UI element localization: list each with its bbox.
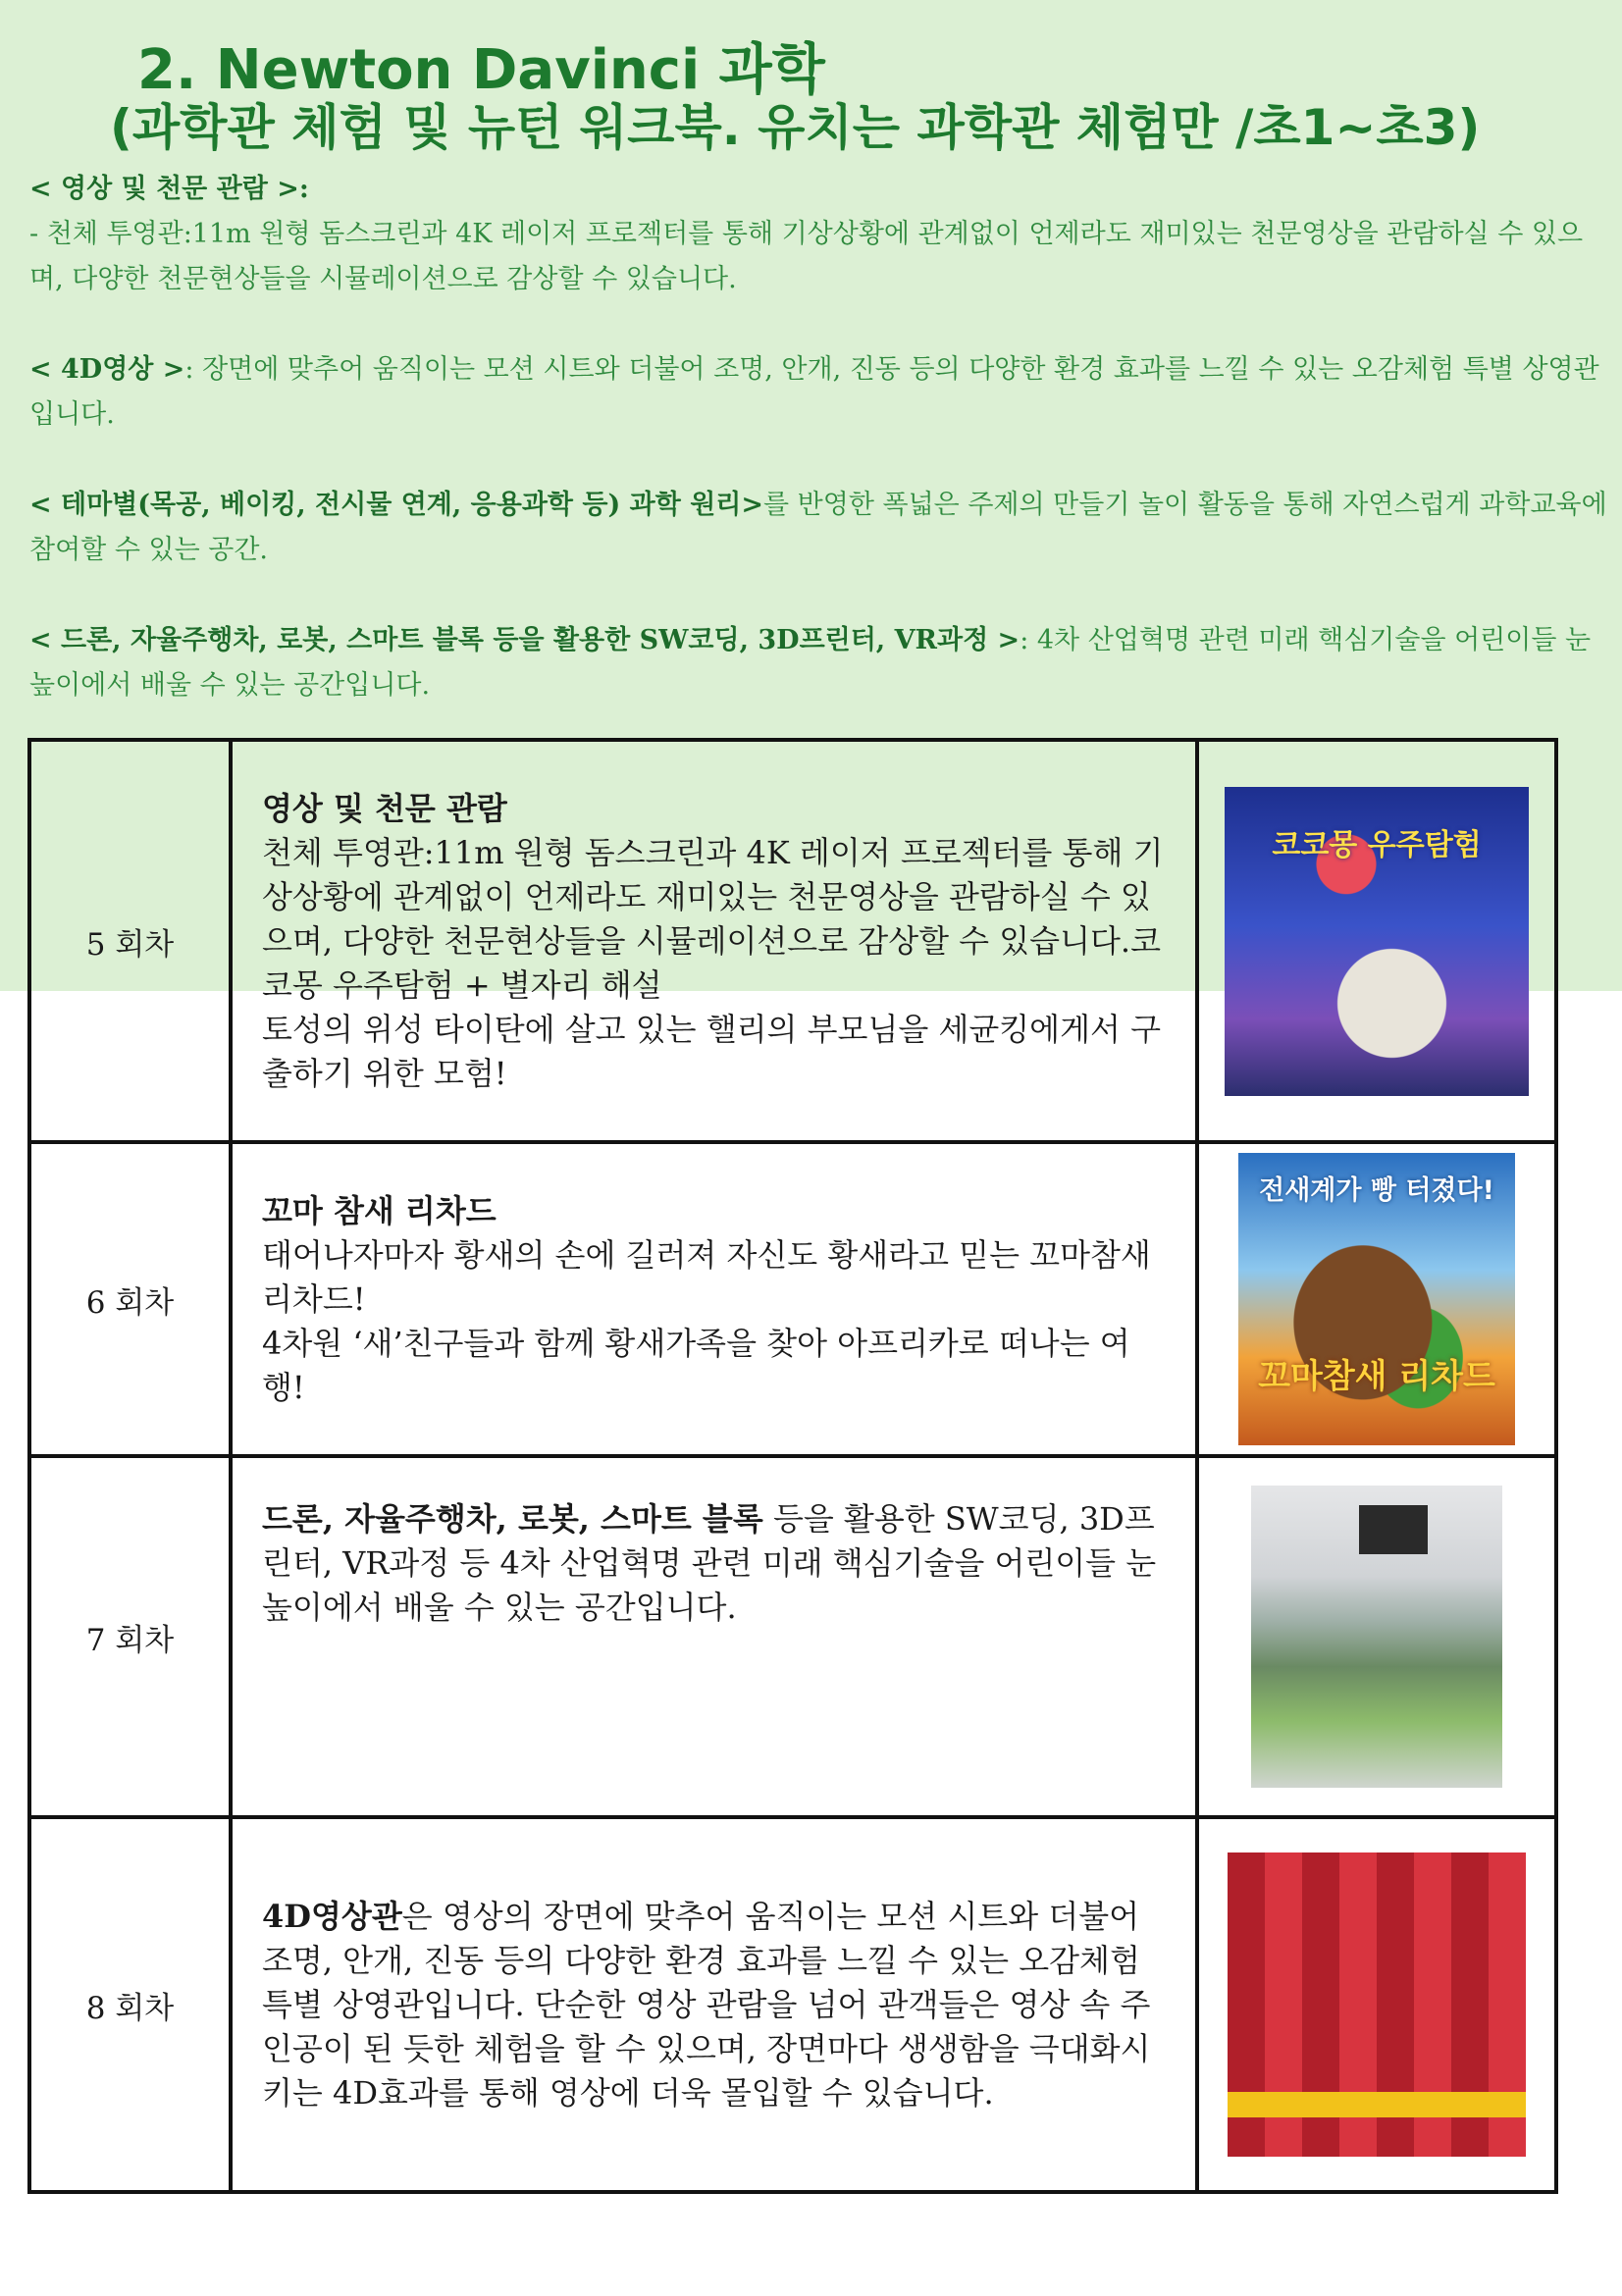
title-line-2: (과학관 체험 및 뉴턴 워크북. 유치는 과학관 체험만 /초1~초3) <box>110 99 1481 156</box>
description-cell <box>231 1456 1197 1817</box>
title-line-1: 2. Newton Davinci 과학 <box>137 38 825 102</box>
poster-tagline: 전새계가 빵 터졌다! <box>1259 1175 1494 1206</box>
poster-title: 코코몽 우주탐험 <box>1272 827 1482 862</box>
image-cell <box>1197 740 1556 1142</box>
session-description <box>262 1895 1166 2115</box>
session-description: 천체 투영관:11m 원형 돔스크린과 4K 레이저 프로젝터를 통해 기상상황에 관계없이 언제라도 재미있는 천문영상을 관람하실 수 있으며, 다양한 천문현상들을 시뮬레이션으로 감상할 수 있습니다.코코몽 우주탐험 + 별자리 해설 <box>262 833 1164 1004</box>
richard-poster-image <box>1238 1153 1515 1445</box>
intro-section <box>29 167 1609 708</box>
image-cell <box>1197 1142 1556 1456</box>
table-row <box>29 740 1556 1142</box>
image-cell <box>1197 1817 1556 2192</box>
4d-theater-photo <box>1228 1852 1526 2157</box>
intro-text-theme: 를 반영한 폭넓은 주제의 만들기 놀이 활동을 통해 자연스럽게 과학교육에 참여할 수 있는 공간. <box>29 490 1607 565</box>
schedule-table <box>27 738 1558 2194</box>
session-heading: 꼬마 참새 리차드 <box>262 1191 497 1229</box>
intro-text-4d: : 장면에 맞추어 움직이는 모션 시트와 더불어 조명, 안개, 진동 등의 다양한 환경 효과를 느낄 수 있는 오감체험 특별 상영관입니다. <box>29 354 1599 430</box>
intro-text-coding: : 4차 산업혁명 관련 미래 핵심기술을 어린이들 눈높이에서 배울 수 있는 공간입니다. <box>29 625 1592 701</box>
session-cell: 6 회차 <box>29 1142 231 1456</box>
session-description-2: 4차원 ‘새’친구들과 함께 황새가족을 찾아 아프리카로 떠나는 여행! <box>262 1324 1130 1406</box>
intro-paragraph-2 <box>29 347 1609 438</box>
intro-heading-astronomy: < 영상 및 천문 관람 >: <box>29 174 309 204</box>
description-cell <box>231 1817 1197 2192</box>
intro-heading-theme: < 테마별(목공, 베이킹, 전시물 연계, 응용과학 등) 과학 원리> <box>29 490 763 520</box>
description-cell <box>231 1142 1197 1456</box>
session-description-2: 토성의 위성 타이탄에 살고 있는 핼리의 부모님을 세균킹에게서 구출하기 위한 모험! <box>262 1010 1162 1092</box>
description-cell <box>231 740 1197 1142</box>
session-heading: 영상 및 천문 관람 <box>262 789 507 827</box>
intro-paragraph-1 <box>29 167 1609 302</box>
table-row <box>29 1456 1556 1817</box>
coding-class-photo <box>1251 1486 1502 1788</box>
session-cell: 7 회차 <box>29 1456 231 1817</box>
intro-heading-coding: < 드론, 자율주행차, 로봇, 스마트 블록 등을 활용한 SW코딩, 3D프린터, VR과정 > <box>29 625 1020 655</box>
session-heading: 드론, 자율주행차, 로봇, 스마트 블록 <box>262 1500 763 1538</box>
intro-heading-4d: < 4D영상 > <box>29 354 185 385</box>
session-heading: 4D영상관 <box>262 1897 402 1935</box>
session-description <box>262 1497 1166 1630</box>
session-body: 등을 활용한 SW코딩, 3D프린터, VR과정 등 4차 산업혁명 관련 미래 핵심기술을 어린이들 눈높이에서 배울 수 있는 공간입니다. <box>262 1500 1157 1626</box>
intro-paragraph-4 <box>29 618 1609 708</box>
table-row <box>29 1142 1556 1456</box>
intro-paragraph-3 <box>29 483 1609 573</box>
classroom-screen <box>1359 1505 1428 1554</box>
session-cell: 5 회차 <box>29 740 231 1142</box>
cocomong-poster-image <box>1225 787 1529 1096</box>
session-body: 은 영상의 장면에 맞추어 움직이는 모션 시트와 더불어 조명, 안개, 진동 등의 다양한 환경 효과를 느낄 수 있는 오감체험 특별 상영관입니다. 단순한 영상 관람을 넘어 관객들은 영상 속 주인공이 된 듯한 체험을 할 수 있으며, 장면마다 생생함을 극대화시키는 4D효과를 통해 영상에 더욱 몰입할 수 있습니다. <box>262 1897 1151 2112</box>
session-cell: 8 회차 <box>29 1817 231 2192</box>
poster-title: 꼬마참새 리차드 <box>1258 1357 1495 1396</box>
intro-text-astronomy: - 천체 투영관:11m 원형 돔스크린과 4K 레이저 프로젝터를 통해 기상상황에 관계없이 언제라도 재미있는 천문영상을 관람하실 수 있으며, 다양한 천문현상들을 시뮬레이션으로 감상할 수 있습니다. <box>29 219 1584 294</box>
session-description: 태어나자마자 황새의 손에 길러져 자신도 황새라고 믿는 꼬마참새리차드! <box>262 1235 1151 1318</box>
table-row <box>29 1817 1556 2192</box>
seat-rail <box>1228 2092 1526 2117</box>
image-cell <box>1197 1456 1556 1817</box>
